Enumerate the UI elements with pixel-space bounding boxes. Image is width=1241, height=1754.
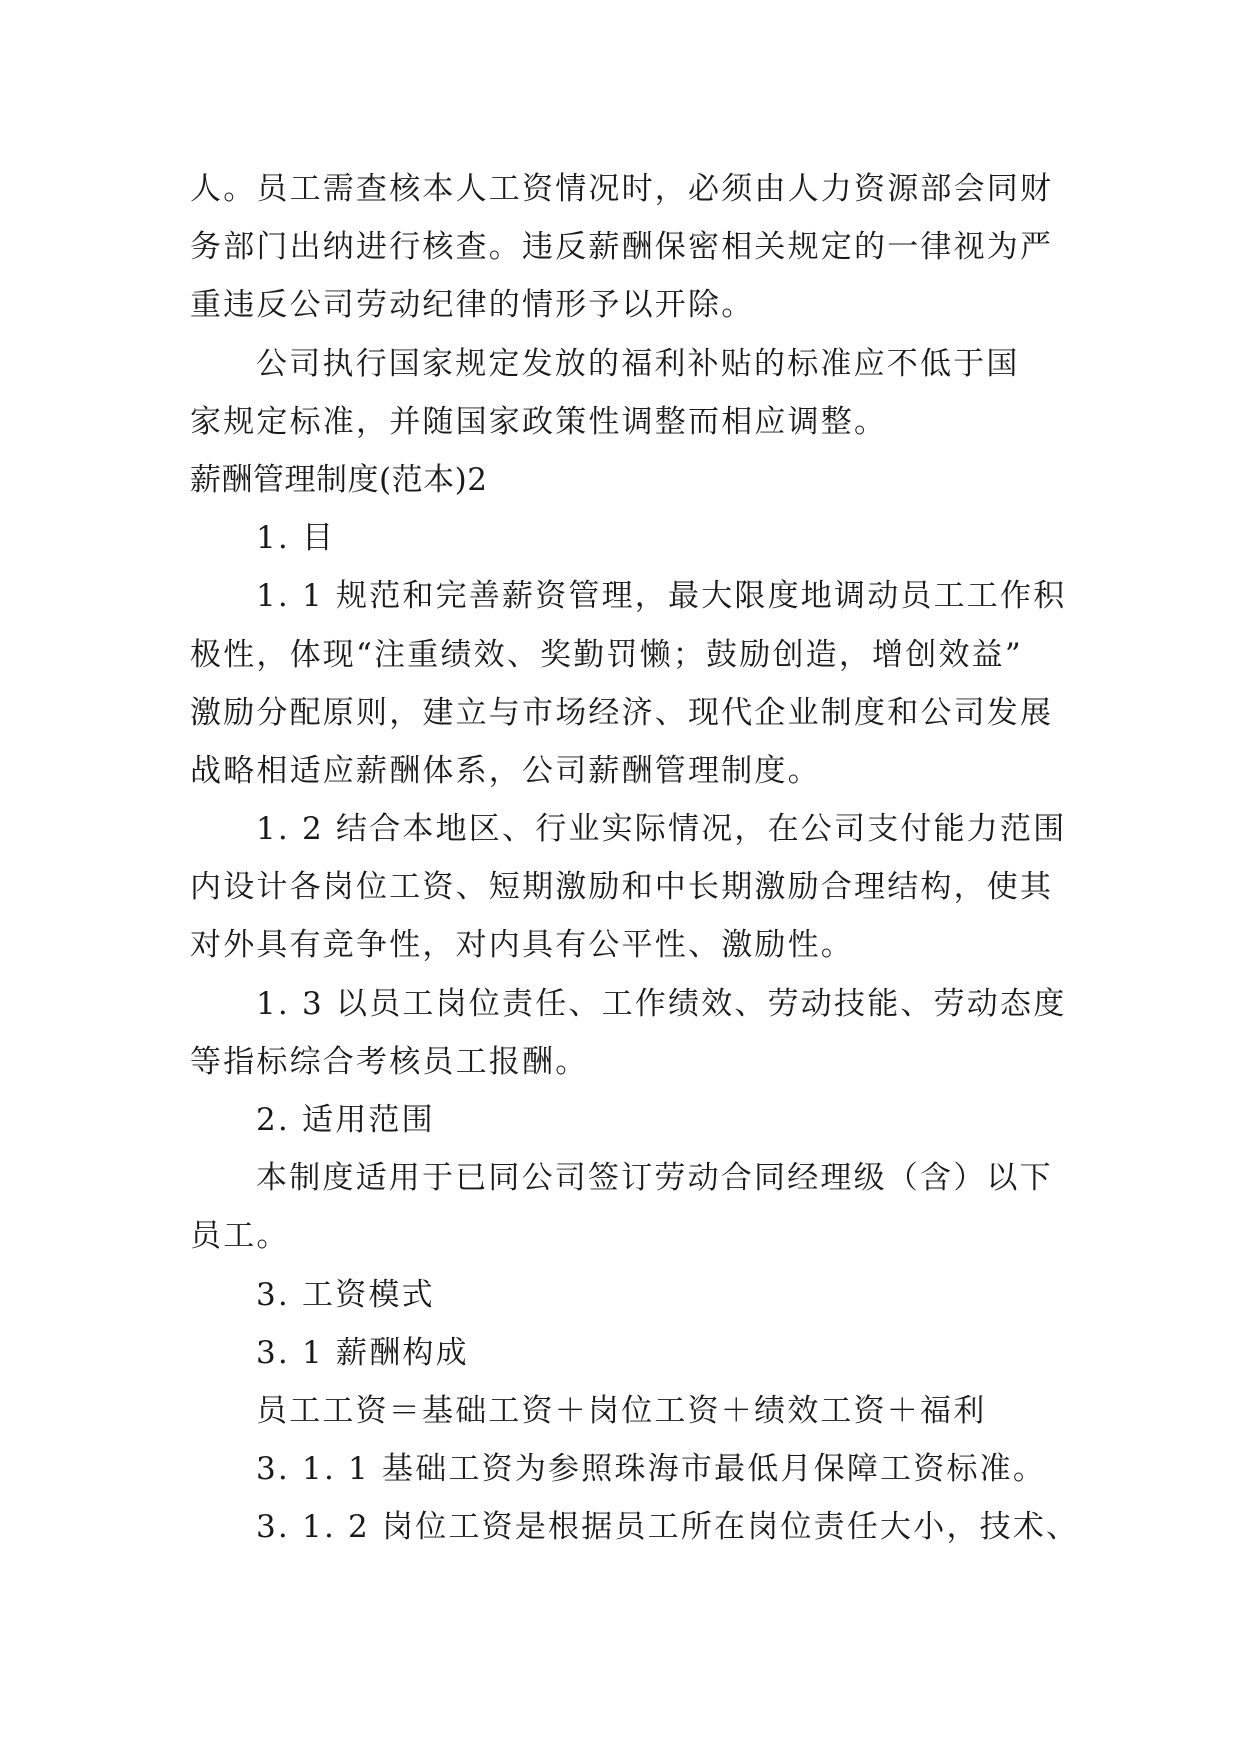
document-page bbox=[190, 160, 1080, 1557]
heading-scope: 2. 适用范围 bbox=[256, 1102, 435, 1138]
paragraph-line: 员工。 bbox=[190, 1218, 290, 1255]
paragraph-line: 极性，体现“注重绩效、奖勤罚懒；鼓励创造，增创效益” bbox=[190, 636, 1023, 673]
section-title: 薪酬管理制度(范本)2 bbox=[190, 461, 488, 498]
heading-purpose: 1. 目 bbox=[256, 520, 336, 557]
paragraph-line: 1. 2 结合本地区、行业实际情况，在公司支付能力范围 bbox=[256, 811, 1067, 848]
heading-wage-model: 3. 工资模式 bbox=[256, 1276, 435, 1313]
paragraph-line: 1. 3 以员工岗位责任、工作绩效、劳动技能、劳动态度 bbox=[256, 985, 1067, 1022]
paragraph-line: 战略相适应薪酬体系，公司薪酬管理制度。 bbox=[190, 752, 821, 789]
paragraph-line: 3. 1. 1 基础工资为参照珠海市最低月保障工资标准。 bbox=[256, 1451, 1047, 1488]
paragraph-line: 3. 1. 2 岗位工资是根据员工所在岗位责任大小，技术、 bbox=[256, 1509, 1080, 1546]
paragraph-line: 对外具有竞争性，对内具有公平性、激励性。 bbox=[190, 927, 854, 964]
paragraph-line: 等指标综合考核员工报酬。 bbox=[190, 1043, 589, 1080]
paragraph-line: 家规定标准，并随国家政策性调整而相应调整。 bbox=[190, 403, 888, 440]
paragraph-line: 公司执行国家规定发放的福利补贴的标准应不低于国 bbox=[256, 345, 1020, 382]
heading-salary-composition: 3. 1 薪酬构成 bbox=[256, 1334, 469, 1371]
paragraph-line: 重违反公司劳动纪律的情形予以开除。 bbox=[190, 287, 755, 324]
paragraph-line: 激励分配原则，建立与市场经济、现代企业制度和公司发展 bbox=[190, 694, 1054, 731]
paragraph-line: 内设计各岗位工资、短期激励和中长期激励合理结构，使其 bbox=[190, 869, 1054, 906]
paragraph-line: 本制度适用于已同公司签订劳动合同经理级（含）以下 bbox=[256, 1160, 1053, 1197]
paragraph-line: 1. 1 规范和完善薪资管理，最大限度地调动员工工作积 bbox=[256, 578, 1067, 615]
salary-formula: 员工工资＝基础工资＋岗位工资＋绩效工资＋福利 bbox=[256, 1392, 987, 1429]
paragraph-line: 人。员工需查核本人工资情况时，必须由人力资源部会同财 bbox=[190, 171, 1054, 207]
paragraph-line: 务部门出纳进行核查。违反薪酬保密相关规定的一律视为严 bbox=[190, 229, 1054, 266]
